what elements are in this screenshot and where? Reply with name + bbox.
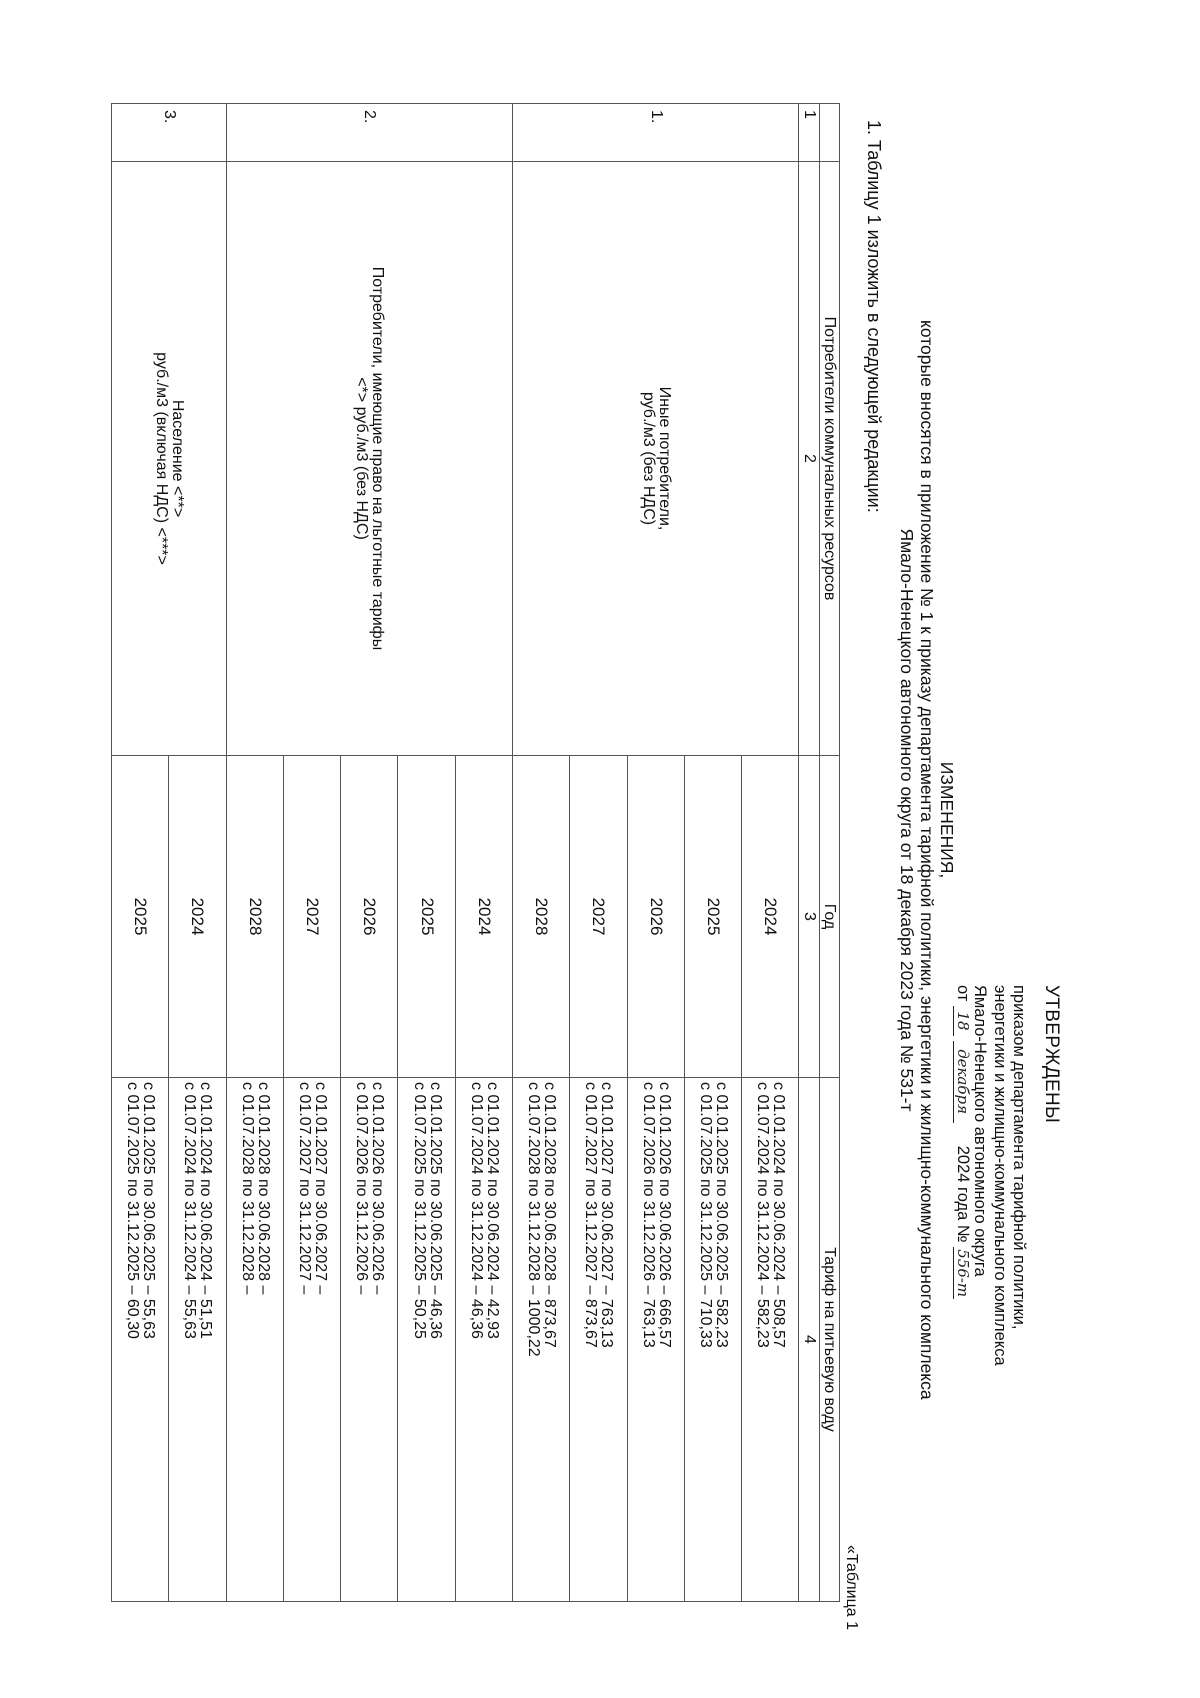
tariff-period: с 01.07.2028 по 31.12.2028 –: [238, 1082, 256, 1295]
tariff-cell: [742, 1078, 799, 1602]
tariff-cell: [112, 1078, 169, 1602]
header-tariff: Тариф на питьевую воду: [819, 1078, 839, 1602]
handwritten-day: 18: [953, 1006, 972, 1036]
consumer-category: [226, 162, 512, 756]
index-cell: 2: [799, 162, 819, 756]
tariff-period: с 01.01.2026 по 30.06.2026 –: [369, 1082, 387, 1295]
tariff-period: с 01.07.2028 по 31.12.2028 – 1000,22: [525, 1082, 543, 1357]
tariff-period: с 01.01.2025 по 30.06.2025 – 582,23: [713, 1082, 731, 1348]
tariff-period: с 01.01.2026 по 30.06.2026 – 666,57: [655, 1082, 673, 1348]
table-label: «Таблица 1: [843, 1545, 860, 1630]
year-cell: 2026: [627, 756, 684, 1078]
year-cell: 2024: [455, 756, 512, 1078]
approval-line: энергетики и жилищно-коммунального комплекса: [991, 985, 1009, 1366]
tariff-cell: [570, 1078, 627, 1602]
date-year-text: 2024 года №: [954, 1145, 972, 1243]
tariff-period: с 01.07.2024 по 31.12.2024 – 582,23: [754, 1082, 772, 1348]
year-cell: 2025: [684, 756, 741, 1078]
table-index-row: [799, 104, 819, 1602]
row-number: 1.: [513, 104, 799, 162]
tariff-period: с 01.07.2027 по 31.12.2027 – 873,67: [582, 1082, 600, 1348]
year-cell: 2027: [570, 756, 627, 1078]
tariff-cell: [455, 1078, 512, 1602]
tariff-cell: [684, 1078, 741, 1602]
year-cell: 2024: [742, 756, 799, 1078]
tariff-period: с 01.07.2024 по 31.12.2024 – 55,63: [181, 1082, 199, 1339]
consumer-category-line: руб./м3 (без НДС): [639, 391, 657, 526]
tariff-period: с 01.01.2024 по 30.06.2024 – 51,51: [197, 1082, 215, 1339]
heading-subtitle: Ямало-Ненецкого автономного округа от 18 декабря 2023 года № 531-т: [897, 528, 917, 1112]
tariff-period: с 01.07.2025 по 31.12.2025 – 60,30: [124, 1082, 142, 1339]
year-cell: 2028: [513, 756, 570, 1078]
consumer-category: [112, 162, 227, 756]
heading-subtitle: которые вносятся в приложение № 1 к приказу департамента тарифной политики, энергетики и жилищно-коммунального комплекса: [917, 320, 937, 1400]
tariff-period: с 01.01.2025 по 30.06.2025 – 55,63: [140, 1082, 158, 1339]
consumer-category-line: руб./м3 (включая НДС) <***>: [152, 352, 170, 565]
tariff-period: с 01.01.2025 по 30.06.2025 – 46,36: [426, 1082, 444, 1339]
instruction-text: 1. Таблицу 1 изложить в следующей редакции:: [864, 120, 884, 513]
table-row: [742, 104, 799, 1602]
year-cell: 2026: [341, 756, 398, 1078]
tariff-cell: [226, 1078, 283, 1602]
consumer-category-line: <*> руб./м3 (без НДС): [353, 377, 371, 540]
date-prefix: от: [954, 985, 972, 1002]
header-year: Год: [819, 756, 839, 1078]
consumer-category-line: Иные потребители,: [655, 386, 673, 531]
handwritten-month: декабря: [953, 1041, 972, 1123]
consumer-category: [513, 162, 799, 756]
year-cell: 2027: [283, 756, 340, 1078]
tariff-cell: [169, 1078, 226, 1602]
header-consumers: Потребители коммунальных ресурсов: [819, 162, 839, 756]
tariff-period: с 01.07.2025 по 31.12.2025 – 710,33: [697, 1082, 715, 1348]
tariff-period: с 01.01.2027 по 30.06.2027 –: [312, 1082, 330, 1295]
approval-title: УТВЕРЖДЕНЫ: [1041, 985, 1062, 1124]
tariff-cell: [627, 1078, 684, 1602]
table-row: [169, 104, 226, 1602]
tariff-cell: [398, 1078, 455, 1602]
year-cell: 2025: [398, 756, 455, 1078]
year-cell: 2028: [226, 756, 283, 1078]
index-cell: 1: [799, 104, 819, 162]
table-header-row: [819, 104, 839, 1602]
approval-line: Ямало-Ненецкого автономного округа: [971, 985, 989, 1277]
consumer-category-line: Население <**>: [168, 399, 186, 518]
tariff-period: с 01.01.2024 по 30.06.2024 – 508,57: [770, 1082, 788, 1348]
row-number: 3.: [112, 104, 227, 162]
table-row: [455, 104, 512, 1602]
approval-line: приказом департамента тарифной политики,: [1010, 985, 1028, 1330]
header-num: [819, 104, 839, 162]
tariff-period: с 01.07.2026 по 31.12.2026 –: [353, 1082, 371, 1295]
tariff-cell: [341, 1078, 398, 1602]
index-cell: 4: [799, 1078, 819, 1602]
tariff-period: с 01.07.2027 по 31.12.2027 –: [296, 1082, 314, 1295]
handwritten-order-number: 556-т: [953, 1247, 972, 1299]
consumer-category-line: Потребители, имеющие право на льготные тарифы: [369, 266, 387, 651]
tariff-cell: [283, 1078, 340, 1602]
year-cell: 2025: [112, 756, 169, 1078]
tariff-period: с 01.01.2028 по 30.06.2028 – 873,67: [541, 1082, 559, 1348]
tariff-period: с 01.01.2027 по 30.06.2027 – 763,13: [598, 1082, 616, 1348]
tariff-table-body: [112, 104, 840, 1602]
tariff-period: с 01.01.2028 по 30.06.2028 –: [254, 1082, 272, 1295]
row-number: 2.: [226, 104, 512, 162]
tariff-period: с 01.07.2025 по 31.12.2025 – 50,25: [410, 1082, 428, 1339]
tariff-table: [111, 103, 840, 1602]
tariff-cell: [513, 1078, 570, 1602]
tariff-period: с 01.01.2024 по 30.06.2024 – 42,93: [483, 1082, 501, 1339]
document-heading: [897, 320, 957, 1400]
tariff-period: с 01.07.2024 по 31.12.2024 – 46,36: [467, 1082, 485, 1339]
index-cell: 3: [799, 756, 819, 1078]
tariff-period: с 01.07.2026 по 31.12.2026 – 763,13: [639, 1082, 657, 1348]
year-cell: 2024: [169, 756, 226, 1078]
heading-title: ИЗМЕНЕНИЯ,: [937, 761, 957, 879]
